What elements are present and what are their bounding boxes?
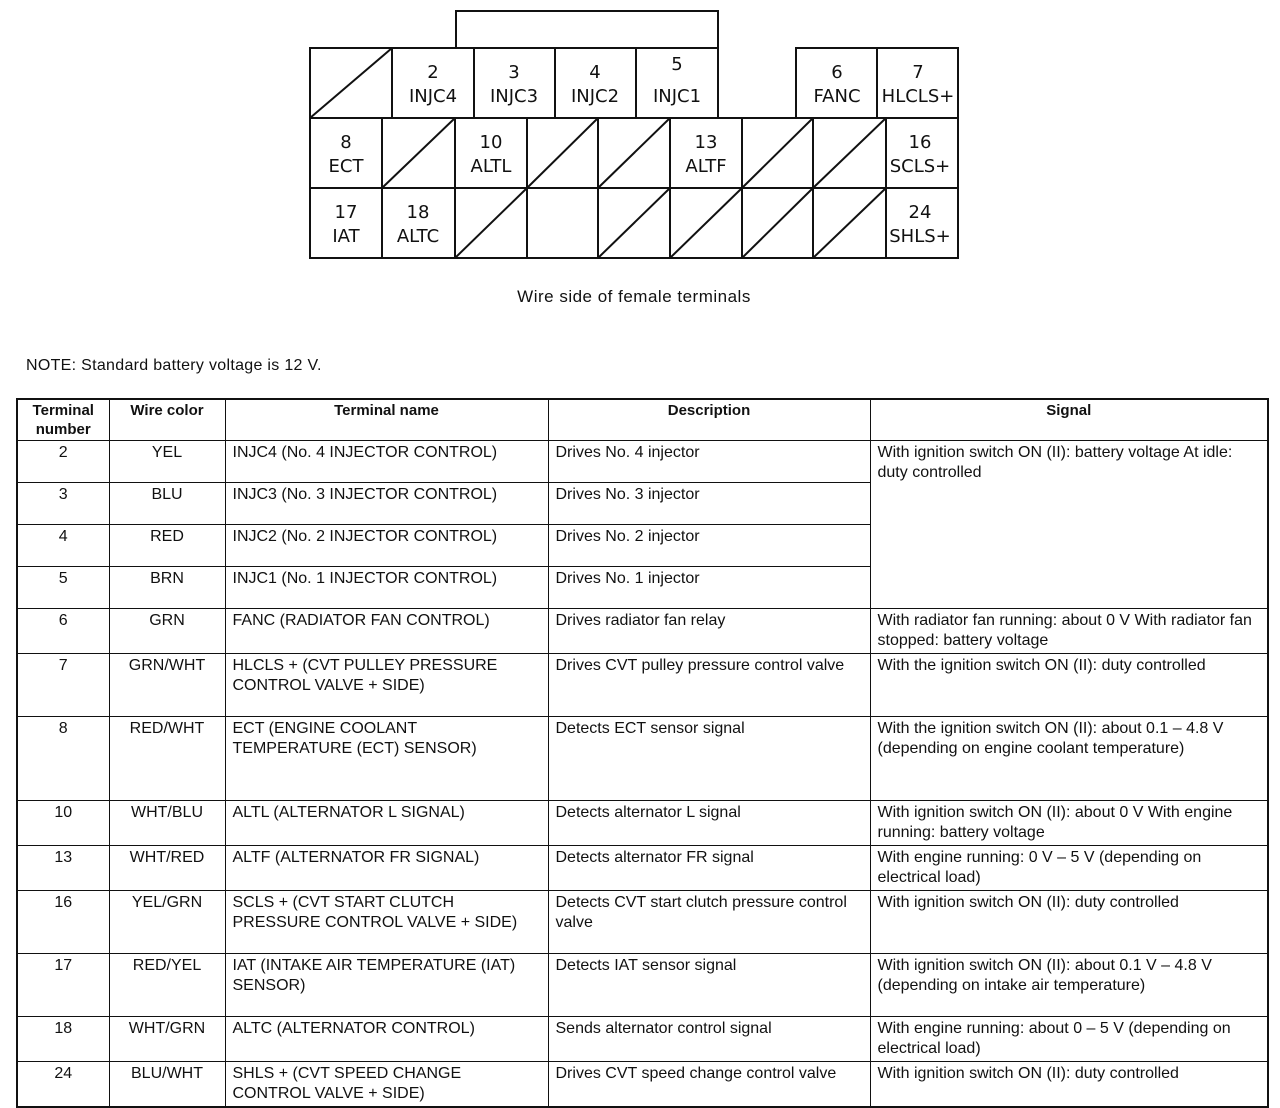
terminal-number: 24	[17, 1062, 109, 1108]
pin-10-number: 10	[479, 132, 503, 153]
terminal-number: 2	[17, 441, 109, 483]
table-row	[17, 609, 1268, 654]
header-signal: Signal	[870, 399, 1268, 441]
pin-8-number: 8	[340, 132, 352, 153]
terminal-number: 7	[17, 654, 109, 717]
table-header-row	[17, 399, 1268, 441]
terminal-number: 6	[17, 609, 109, 654]
terminal-name: ECT (ENGINE COOLANT TEMPERATURE (ECT) SENSOR)	[225, 717, 548, 801]
pin-2-number: 2	[427, 62, 439, 83]
table-row	[17, 891, 1268, 954]
signal: With ignition switch ON (II): duty controlled	[870, 1062, 1268, 1108]
description: Drives No. 3 injector	[548, 483, 870, 525]
pin-6-number: 6	[831, 62, 843, 83]
terminal-name: IAT (INTAKE AIR TEMPERATURE (IAT) SENSOR)	[225, 954, 548, 1017]
terminal-number: 13	[17, 846, 109, 891]
description: Detects IAT sensor signal	[548, 954, 870, 1017]
terminal-number: 4	[17, 525, 109, 567]
terminal-number: 10	[17, 801, 109, 846]
table-row	[17, 1062, 1268, 1108]
description: Drives No. 2 injector	[548, 525, 870, 567]
header-terminal-name: Terminal name	[225, 399, 548, 441]
wire-color: YEL/GRN	[109, 891, 225, 954]
signal: With the ignition switch ON (II): about 0.1 – 4.8 V (depending on engine coolant temperature)	[870, 717, 1268, 801]
terminal-number: 18	[17, 1017, 109, 1062]
description: Drives radiator fan relay	[548, 609, 870, 654]
terminal-table	[16, 398, 1269, 1108]
pin-24-name: SHLS+	[889, 226, 951, 247]
terminal-number: 16	[17, 891, 109, 954]
terminal-name: ALTF (ALTERNATOR FR SIGNAL)	[225, 846, 548, 891]
table-row	[17, 801, 1268, 846]
table-row	[17, 954, 1268, 1017]
signal: With engine running: 0 V – 5 V (depending on electrical load)	[870, 846, 1268, 891]
terminal-name: INJC4 (No. 4 INJECTOR CONTROL)	[225, 441, 548, 483]
description: Drives CVT pulley pressure control valve	[548, 654, 870, 717]
wire-color: WHT/RED	[109, 846, 225, 891]
terminal-name: HLCLS + (CVT PULLEY PRESSURE CONTROL VALVE + SIDE)	[225, 654, 548, 717]
pin-3-name: INJC3	[489, 86, 539, 107]
terminal-name: INJC2 (No. 2 INJECTOR CONTROL)	[225, 525, 548, 567]
pin-2-name: INJC4	[408, 86, 458, 107]
description: Detects alternator L signal	[548, 801, 870, 846]
wire-color: YEL	[109, 441, 225, 483]
table-row	[17, 1017, 1268, 1062]
terminal-number: 17	[17, 954, 109, 1017]
pin-6-name: FANC	[813, 86, 861, 107]
pin-13-name: ALTF	[685, 156, 727, 177]
pin-17-name: IAT	[332, 226, 360, 247]
signal: With engine running: about 0 – 5 V (depending on electrical load)	[870, 1017, 1268, 1062]
wire-color: WHT/GRN	[109, 1017, 225, 1062]
signal: With ignition switch ON (II): duty controlled	[870, 891, 1268, 954]
pin-10-name: ALTL	[470, 156, 512, 177]
pin-5-number: 5	[671, 54, 683, 75]
description: Detects alternator FR signal	[548, 846, 870, 891]
wire-color: BLU/WHT	[109, 1062, 225, 1108]
wire-color: RED/YEL	[109, 954, 225, 1017]
description: Detects CVT start clutch pressure control valve	[548, 891, 870, 954]
terminal-name: SCLS + (CVT START CLUTCH PRESSURE CONTROL VALVE + SIDE)	[225, 891, 548, 954]
terminal-name: INJC3 (No. 3 INJECTOR CONTROL)	[225, 483, 548, 525]
description: Sends alternator control signal	[548, 1017, 870, 1062]
wire-color: GRN	[109, 609, 225, 654]
table-row	[17, 846, 1268, 891]
terminal-name: SHLS + (CVT SPEED CHANGE CONTROL VALVE + SIDE)	[225, 1062, 548, 1108]
wire-color: RED/WHT	[109, 717, 225, 801]
connector-diagram	[0, 0, 1280, 280]
battery-voltage-note: NOTE: Standard battery voltage is 12 V.	[26, 357, 322, 374]
description: Drives No. 4 injector	[548, 441, 870, 483]
signal: With radiator fan running: about 0 V With radiator fan stopped: battery voltage	[870, 609, 1268, 654]
pin-3-number: 3	[508, 62, 520, 83]
wire-color: WHT/BLU	[109, 801, 225, 846]
table-row	[17, 441, 1268, 483]
table-row	[17, 654, 1268, 717]
pin-5-name: INJC1	[652, 86, 702, 107]
pin-18-name: ALTC	[396, 226, 440, 247]
wire-color: GRN/WHT	[109, 654, 225, 717]
signal: With the ignition switch ON (II): duty controlled	[870, 654, 1268, 717]
pin-7-number: 7	[912, 62, 924, 83]
wire-color: RED	[109, 525, 225, 567]
terminal-number: 3	[17, 483, 109, 525]
header-wire-color: Wire color	[109, 399, 225, 441]
wire-color: BLU	[109, 483, 225, 525]
pin-17-number: 17	[334, 202, 358, 223]
diagram-caption: Wire side of female terminals	[517, 287, 751, 306]
pin-8-name: ECT	[328, 156, 364, 177]
description: Detects ECT sensor signal	[548, 717, 870, 801]
table-row	[17, 717, 1268, 801]
pin-7-name: HLCLS+	[881, 86, 955, 107]
terminal-number: 5	[17, 567, 109, 609]
header-terminal-number: Terminal number	[17, 399, 109, 441]
terminal-name: ALTC (ALTERNATOR CONTROL)	[225, 1017, 548, 1062]
terminal-name: ALTL (ALTERNATOR L SIGNAL)	[225, 801, 548, 846]
header-description: Description	[548, 399, 870, 441]
terminal-number: 8	[17, 717, 109, 801]
wire-color: BRN	[109, 567, 225, 609]
terminal-name: INJC1 (No. 1 INJECTOR CONTROL)	[225, 567, 548, 609]
pin-4-number: 4	[589, 62, 601, 83]
pin-18-number: 18	[406, 202, 430, 223]
signal: With ignition switch ON (II): about 0.1 V – 4.8 V (depending on intake air temperature)	[870, 954, 1268, 1017]
pin-13-number: 13	[694, 132, 718, 153]
pin-24-number: 24	[908, 202, 932, 223]
pin-16-number: 16	[908, 132, 932, 153]
description: Drives No. 1 injector	[548, 567, 870, 609]
terminal-name: FANC (RADIATOR FAN CONTROL)	[225, 609, 548, 654]
signal: With ignition switch ON (II): about 0 V With engine running: battery voltage	[870, 801, 1268, 846]
pin-4-name: INJC2	[570, 86, 620, 107]
pin-16-name: SCLS+	[889, 156, 951, 177]
description: Drives CVT speed change control valve	[548, 1062, 870, 1108]
injector-signal: With ignition switch ON (II): battery voltage At idle: duty controlled	[870, 441, 1268, 609]
